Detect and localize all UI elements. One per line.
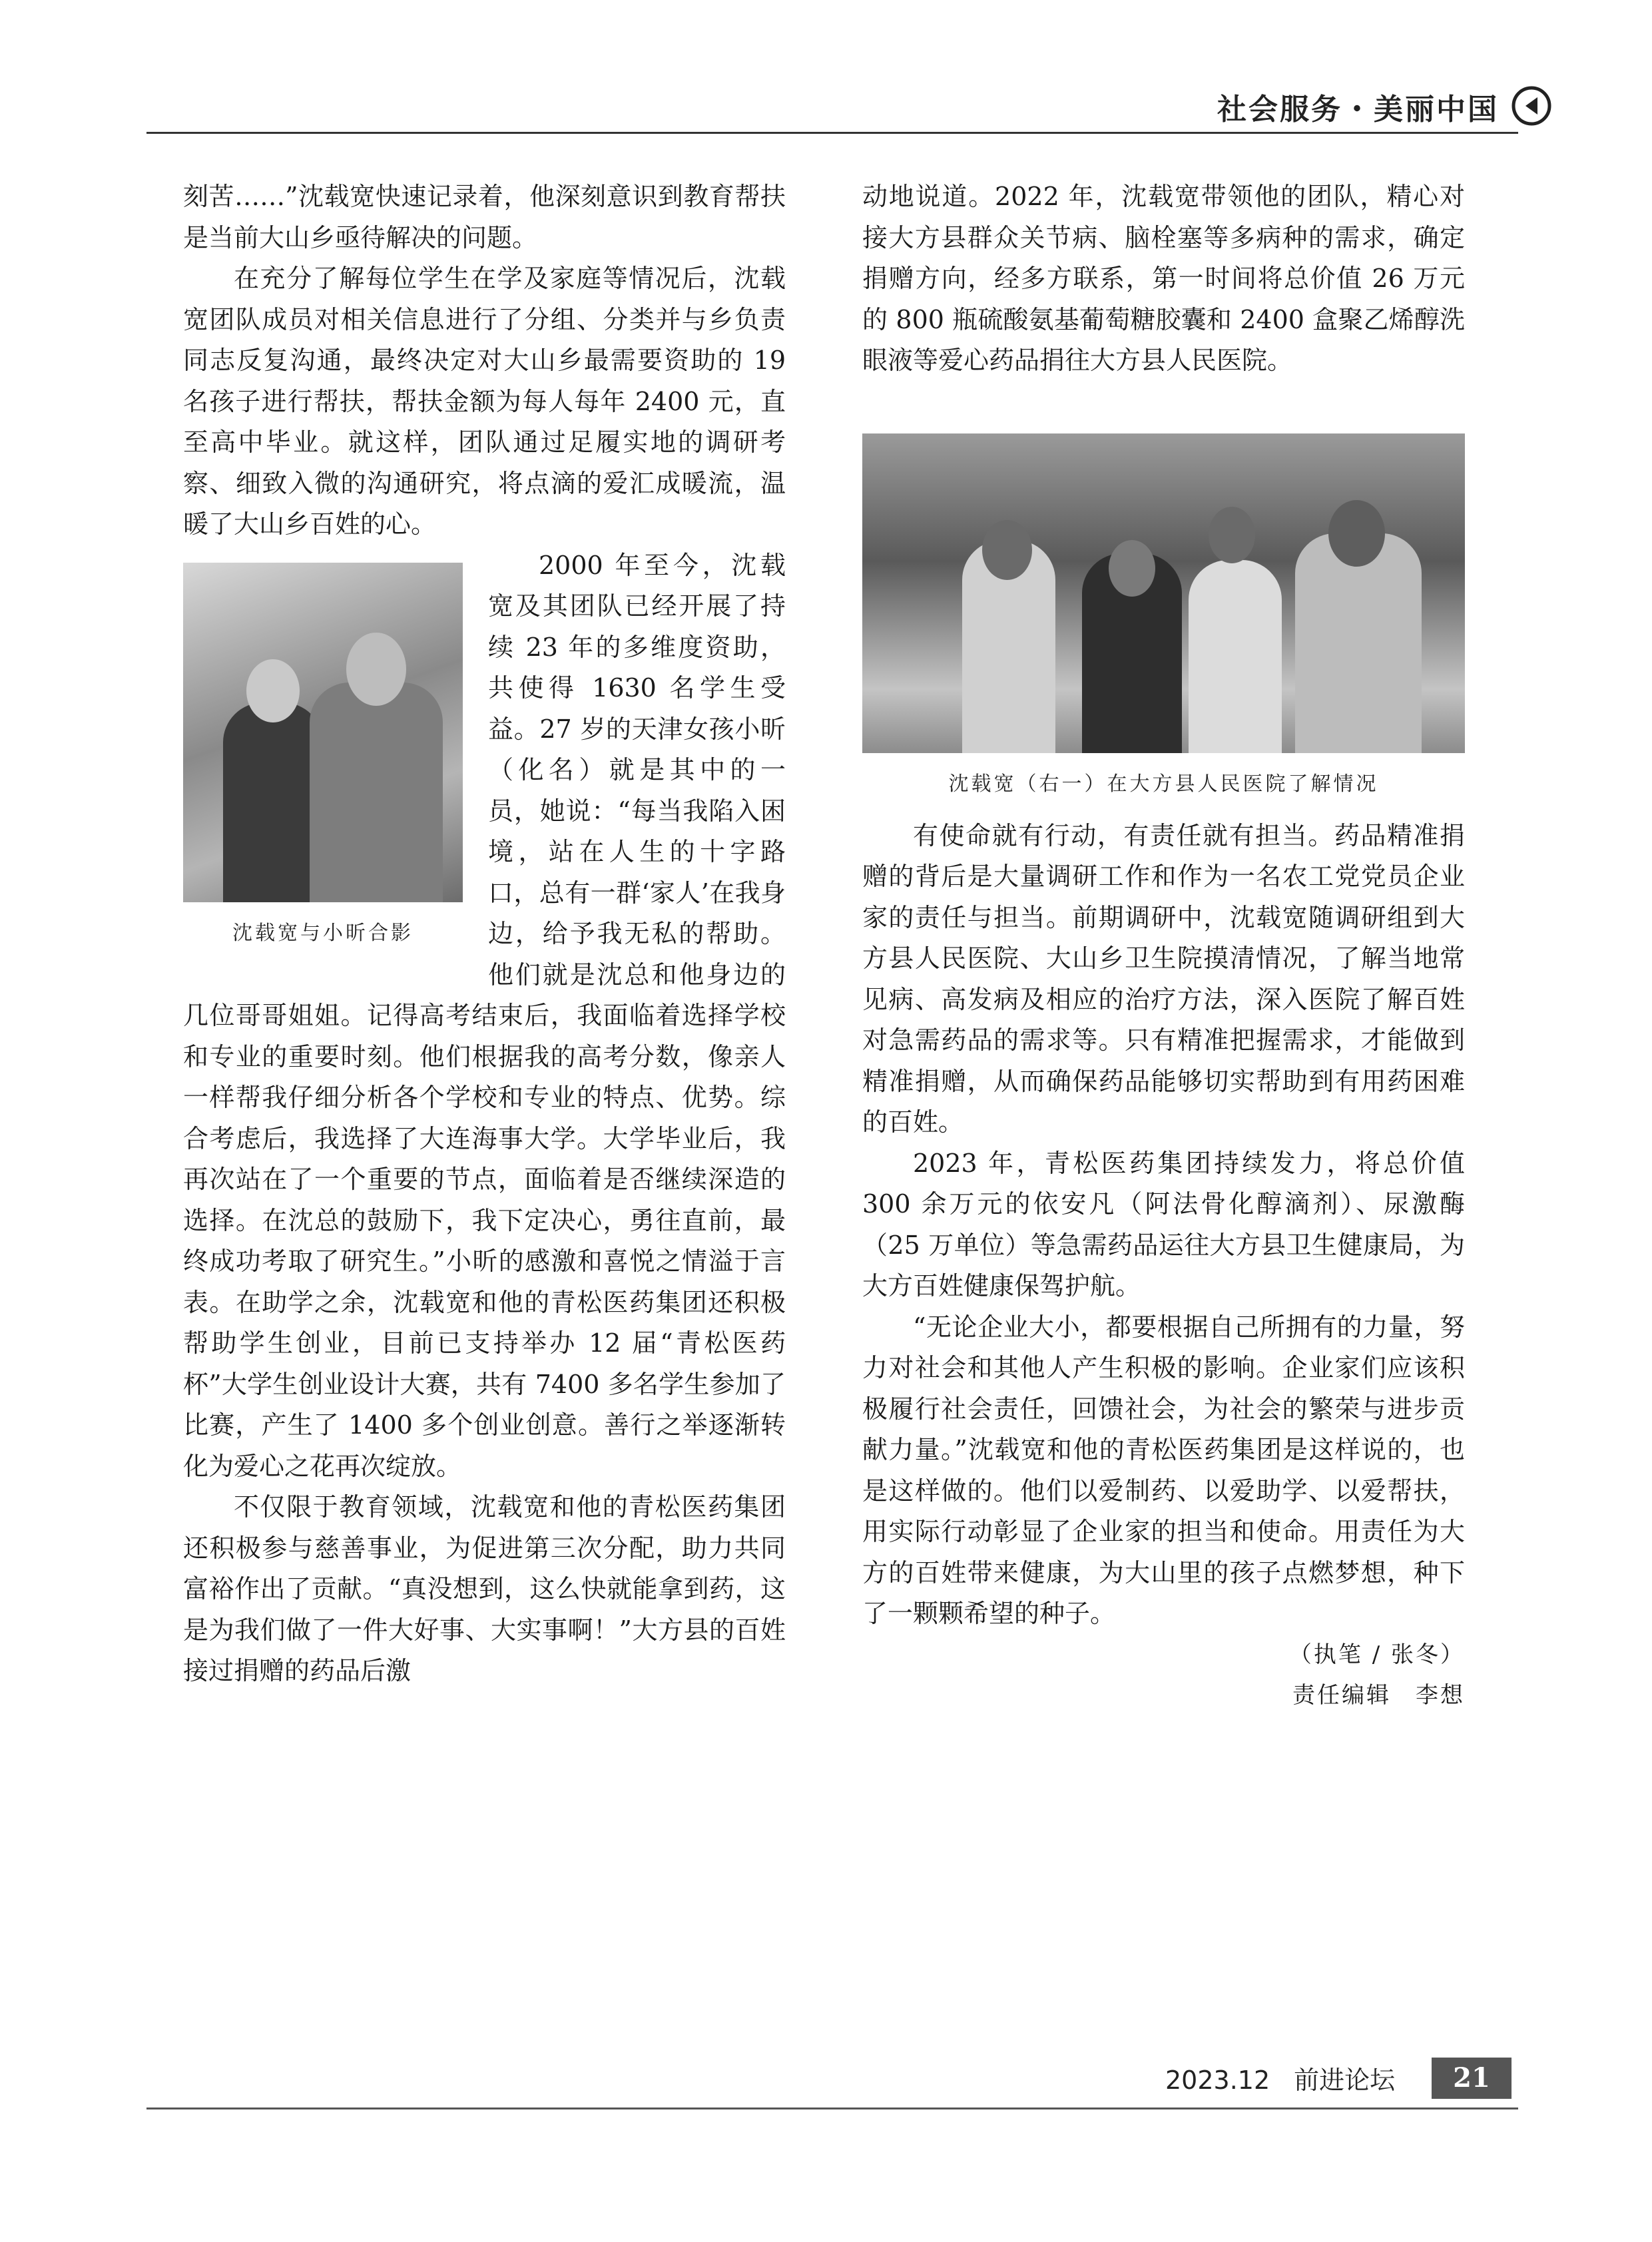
byline: （执笔 / 张冬） (1288, 1641, 1465, 1668)
paragraph: 2000 年至今，沈载宽及其团队已经开展了持续 23 年的多维度资助，共使得 1630 名学生受益。27 岁的天津女孩小昕（化名）就是其中的一员，她说：“每当我陷入困境，站在人生的十字路口，总有一群‘家人’在我身边，给予我无私的帮助。他们就是沈总和他身边的几位哥哥姐姐。记得高考结束后，我面临着选择学校和专业的重要时刻。他们根据我的高考分数，像亲人一样帮我仔细分析各个学校和专业的特点、优势。综合考虑后，我选择了大连海事大学。大学毕业后，我再次站在了一个重要的节点，面临着是否继续深造的选择。在沈总的鼓励下，我下定决心，勇往直前，最终成功考取了研究生。”小昕的感激和喜悦之情溢于言表。在助学之余，沈载宽和他的青松医药集团还积极帮助学生创业，目前已支持举办 12 届“青松医药杯”大学生创业设计大赛，共有 7400 多名学生参加了比赛，产生了 1400 多个创业创意。善行之举逐渐转化为爱心之花再次绽放。 (183, 550, 786, 1481)
photo-caption: 沈载宽（右一）在大方县人民医院了解情况 (948, 772, 1379, 796)
magazine-name: 前进论坛 (1294, 2066, 1396, 2095)
left-column (183, 176, 786, 1692)
paragraph: 2023 年，青松医药集团持续发力，将总价值 300 余万元的依安凡（阿法骨化醇滴剂）、尿激酶（25 万单位）等急需药品运往大方县卫生健康局，为大方百姓健康保驾护航。 (862, 1148, 1465, 1300)
paragraph: 有使命就有行动，有责任就有担当。药品精准捐赠的背后是大量调研工作和作为一名农工党党员企业家的责任与担当。前期调研中，沈载宽随调研组到大方县人民医院、大山乡卫生院摸清情况，了解当地常见病、高发病及相应的治疗方法，深入医院了解百姓对急需药品的需求等。只有精准把握需求，才能做到精准捐赠，从而确保药品能够切实帮助到有用药困难的百姓。 (862, 820, 1465, 1137)
photo-figure (183, 563, 463, 948)
paragraph: “无论企业大小，都要根据自己所拥有的力量，努力对社会和其他人产生积极的影响。企业家们应该积极履行社会责任，回馈社会，为社会的繁荣与进步贡献力量。”沈载宽和他的青松医药集团是这样说的，也是这样做的。他们以爱制药、以爱助学、以爱帮扶，用实际行动彰显了企业家的担当和使命。用责任为大方的百姓带来健康，为大山里的孩子点燃梦想，种下了一颗颗希望的种子。 (862, 1312, 1465, 1628)
photo-portrait (183, 563, 463, 902)
photo-hospital (862, 433, 1465, 753)
paragraph: 在充分了解每位学生在学及家庭等情况后，沈载宽团队成员对相关信息进行了分组、分类并与乡负责同志反复沟通，最终决定对大山乡最需要资助的 19 名孩子进行帮扶，帮扶金额为每人每年 2400 元，直至高中毕业。就这样，团队通过足履实地的调研考察、细致入微的沟通研究，将点滴的爱汇成暖流，温暖了大山乡百姓的心。 (183, 264, 786, 539)
paragraph: 不仅限于教育领域，沈载宽和他的青松医药集团还积极参与慈善事业，为促进第三次分配，助力共同富裕作出了贡献。“真没想到，这么快就能拿到药，这是为我们做了一件大好事、大实事啊！”大方县的百姓接过捐赠的药品后激 (183, 1492, 786, 1685)
right-column (862, 176, 1465, 1717)
footer-rule (146, 2107, 1518, 2109)
paragraph: 刻苦……”沈载宽快速记录着，他深刻意识到教育帮扶是当前大山乡亟待解决的问题。 (183, 182, 786, 252)
header-title: 社会服务・美丽中国 (1217, 93, 1499, 127)
footer-info (1165, 2060, 1419, 2096)
header-rule (146, 132, 1518, 134)
issue-date: 2023.12 (1165, 2066, 1270, 2095)
photo-caption: 沈载宽与小昕合影 (232, 921, 413, 945)
photo-figure (862, 433, 1465, 798)
paragraph: 动地说道。2022 年，沈载宽带领他的团队，精心对接大方县群众关节病、脑栓塞等多病种的需求，确定捐赠方向，经多方联系，第一时间将总价值 26 万元的 800 瓶硫酸氨基葡萄糖胶囊和 2400 盒聚乙烯醇洗眼液等爱心药品捐往大方县人民医院。 (862, 182, 1465, 375)
circle-arrow-left-icon (1511, 85, 1552, 127)
page-number: 21 (1432, 2058, 1512, 2099)
editor-credit: 责任编辑 李想 (1292, 1682, 1465, 1709)
